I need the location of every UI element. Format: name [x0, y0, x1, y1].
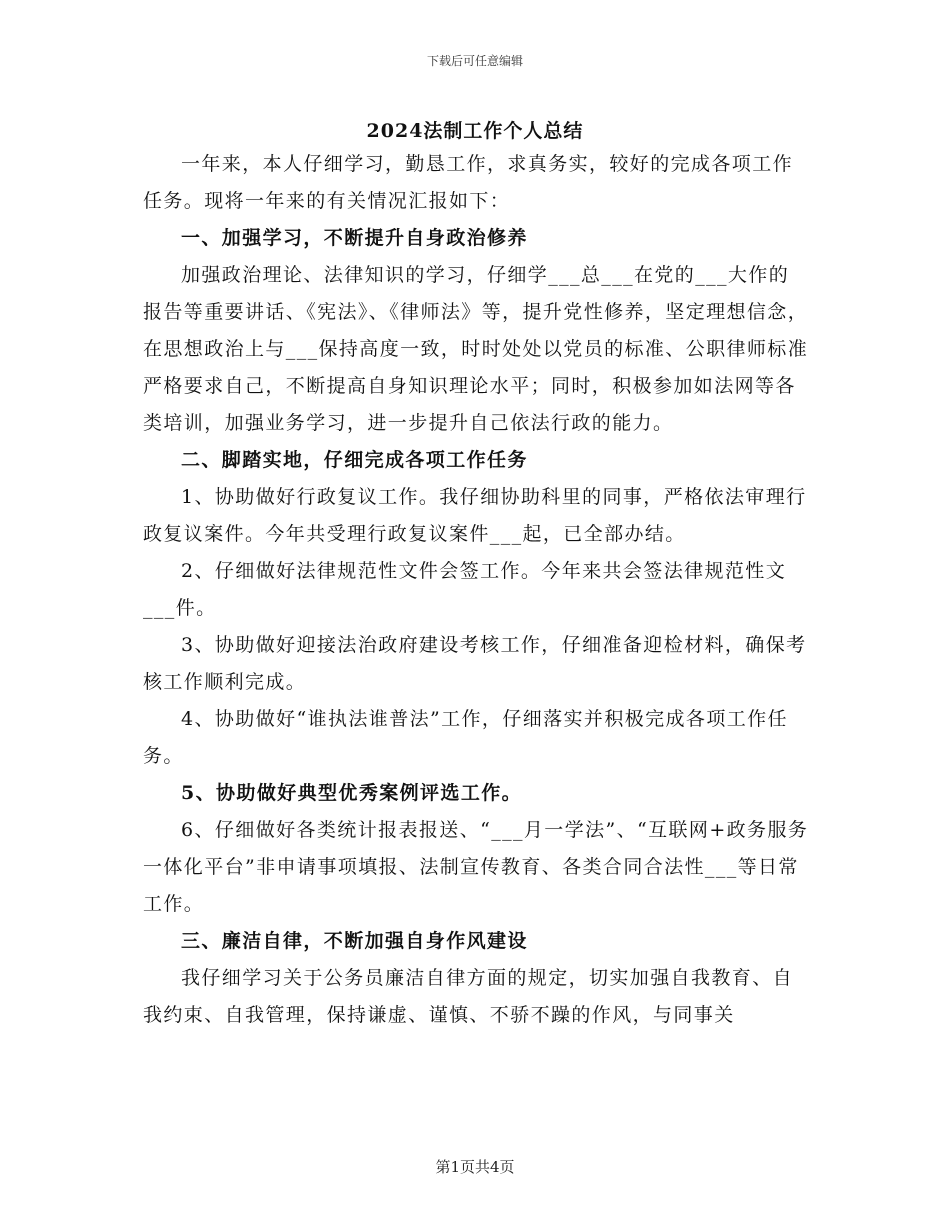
section-3-paragraph: 我仔细学习关于公务员廉洁自律方面的规定，切实加强自我教育、自我约束、自我管理，保持谦虚、谨慎、不骄不躁的作风，与同事关 — [143, 967, 794, 1026]
list-item-3: 3、协助做好迎接法治政府建设考核工作，仔细准备迎检材料，确保考核工作顺利完成。 — [143, 634, 807, 693]
section-heading-1: 一、加强学习，不断提升自身政治修养 — [181, 227, 528, 249]
list-item-1: 1、协助做好行政复议工作。我仔细协助科里的同事，严格依法审理行政复议案件。今年共受理行政复议案件___起，已全部办结。 — [143, 486, 807, 545]
section-heading-2: 二、脚踏实地，仔细完成各项工作任务 — [181, 449, 528, 471]
list-item-2: 2、仔细做好法律规范性文件会签工作。今年来共会签法律规范性文___件。 — [143, 560, 787, 619]
page-number-footer: 第1页共4页 — [435, 1158, 515, 1176]
list-item-5: 5、协助做好典型优秀案例评选工作。 — [181, 782, 523, 804]
section-heading-3: 三、廉洁自律，不断加强自身作风建设 — [181, 930, 528, 952]
document-body — [143, 146, 809, 1034]
list-item-6: 6、仔细做好各类统计报表报送、“___月一学法”、“互联网+政务服务一体化平台”非申请事项填报、法制宣传教育、各类合同合法性___等日常工作。 — [143, 819, 809, 915]
document-title: 2024法制工作个人总结 — [366, 120, 584, 142]
intro-paragraph: 一年来，本人仔细学习，勤恳工作，求真务实，较好的完成各项工作任务。现将一年来的有关情况汇报如下： — [143, 153, 794, 212]
page-header-note: 下载后可任意编辑 — [426, 54, 523, 68]
section-1-paragraph: 加强政治理论、法律知识的学习，仔细学___总___在党的___大作的报告等重要讲话、《宪法》、《律师法》等，提升党性修养，坚定理想信念，在思想政治上与___保持高度一致，时时处处以党员的标准、公职律师标准严格要求自己，不断提高自身知识理论水平；同时，积极参加如法网等各类培训，加强业务学习，进一步提升自己依法行政的能力。 — [143, 264, 809, 434]
list-item-4: 4、协助做好“谁执法谁普法”工作，仔细落实并积极完成各项工作任务。 — [143, 708, 788, 767]
